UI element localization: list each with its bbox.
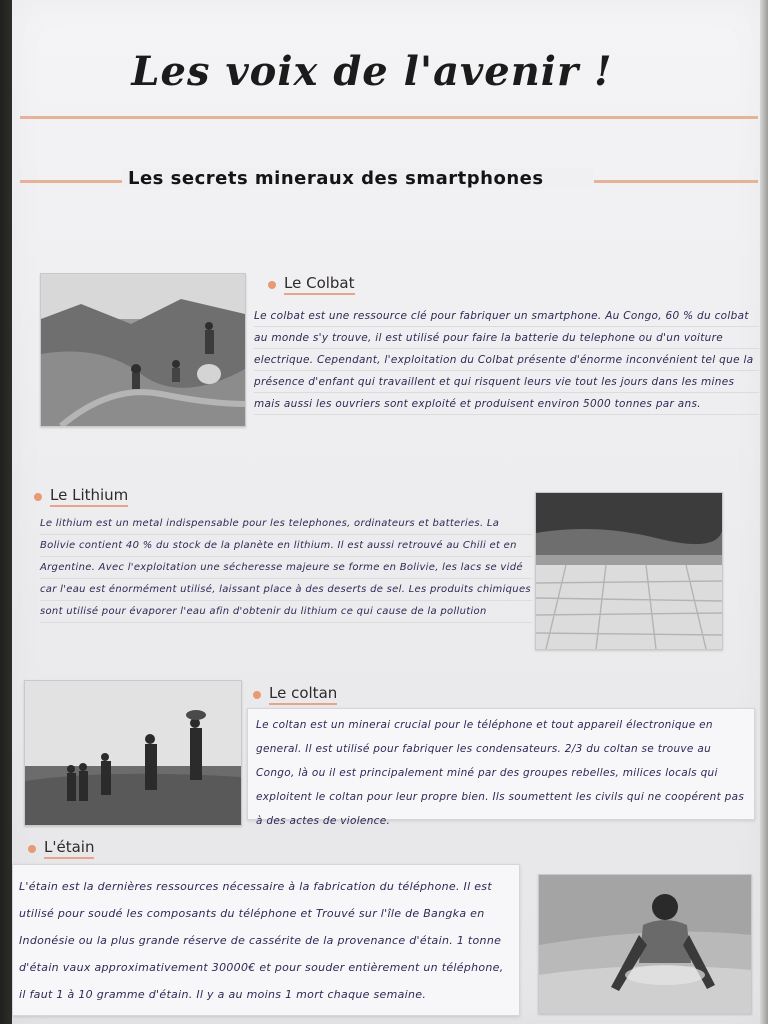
coltan-miners-photo <box>24 680 242 826</box>
poster-sheet <box>12 0 764 1024</box>
cobalt-heading <box>268 274 355 295</box>
coltan-text: Le coltan est un minerai crucial pour le téléphone et tout appareil électronique en general. Il est utilisé pour fabriquer les condensateurs. 2/3 du coltan se trouve au Congo, là ou il est principalement miné par des groupes rebelles, milices locals qui exploitent le coltan pour leur propre bien. Ils soumettent les civils qui ne coopérent pas à des actes de violence. <box>256 719 745 827</box>
table-edge <box>760 0 768 1024</box>
salt-flat-photo <box>535 492 723 650</box>
cobalt-heading-label: Le Colbat <box>284 274 355 295</box>
cobalt-text: Le colbat est une ressource clé pour fabriquer un smartphone. Au Congo, 60 % du colbat au monde s'y trouve, il est utilisé pour faire la batterie du telephone ou d'un voiture electrique. Cependant, l'exploitation du Colbat présente d'énorme inconvénient tel que la présence d'enfant qui travaillent et qui risquent leurs vie tout les jours dans les mines mais aussi les ouvriers sont exploité et produisent environ 5000 tonnes par ans. <box>254 305 759 415</box>
etain-text: L'étain est la dernières ressources nécessaire à la fabrication du téléphone. Il est utilisé pour soudé les composants du téléphone et Trouvé sur l'île de Bangka en Indonésie ou la plus grande réserve de cassérite de la provenance d'étain. 1 tonne d'étain vaux approximativement 30000€ et pour souder entièrement un téléphone, il faut 1 à 10 gramme d'étain. Il y a au moins 1 mort chaque semaine. <box>19 880 504 1001</box>
etain-heading <box>28 838 94 859</box>
bullet-dot <box>253 691 261 699</box>
etain-card <box>12 864 520 1016</box>
title-divider <box>20 116 758 119</box>
poster-title: Les voix de l'avenir ! <box>131 48 613 95</box>
coltan-heading-label: Le coltan <box>269 684 337 705</box>
child-miner-photo <box>538 874 752 1014</box>
bullet-dot <box>28 845 36 853</box>
poster-subtitle: Les secrets mineraux des smartphones <box>122 168 594 189</box>
lithium-text: Le lithium est un metal indispensable pour les telephones, ordinateurs et batteries. La Bolivie contient 40 % du stock de la planète en lithium. Il est aussi retrouvé au Chili et en Argentine. Avec l'exploitation une sécheresse majeure se forme en Bolivie, les lacs se vidé car l'eau est énormément utilisé, laissant place à des deserts de sel. Les produits chimiques sont utilisé pour évaporer l'eau afin d'obtenir du lithium ce qui cause de la pollution <box>40 513 532 623</box>
lithium-heading-label: Le Lithium <box>50 486 128 507</box>
etain-heading-label: L'étain <box>44 838 94 859</box>
coltan-card <box>247 708 755 827</box>
lithium-heading <box>34 486 128 507</box>
coltan-heading <box>253 684 337 705</box>
bullet-dot <box>34 493 42 501</box>
cobalt-mine-photo <box>40 273 246 427</box>
bullet-dot <box>268 281 276 289</box>
